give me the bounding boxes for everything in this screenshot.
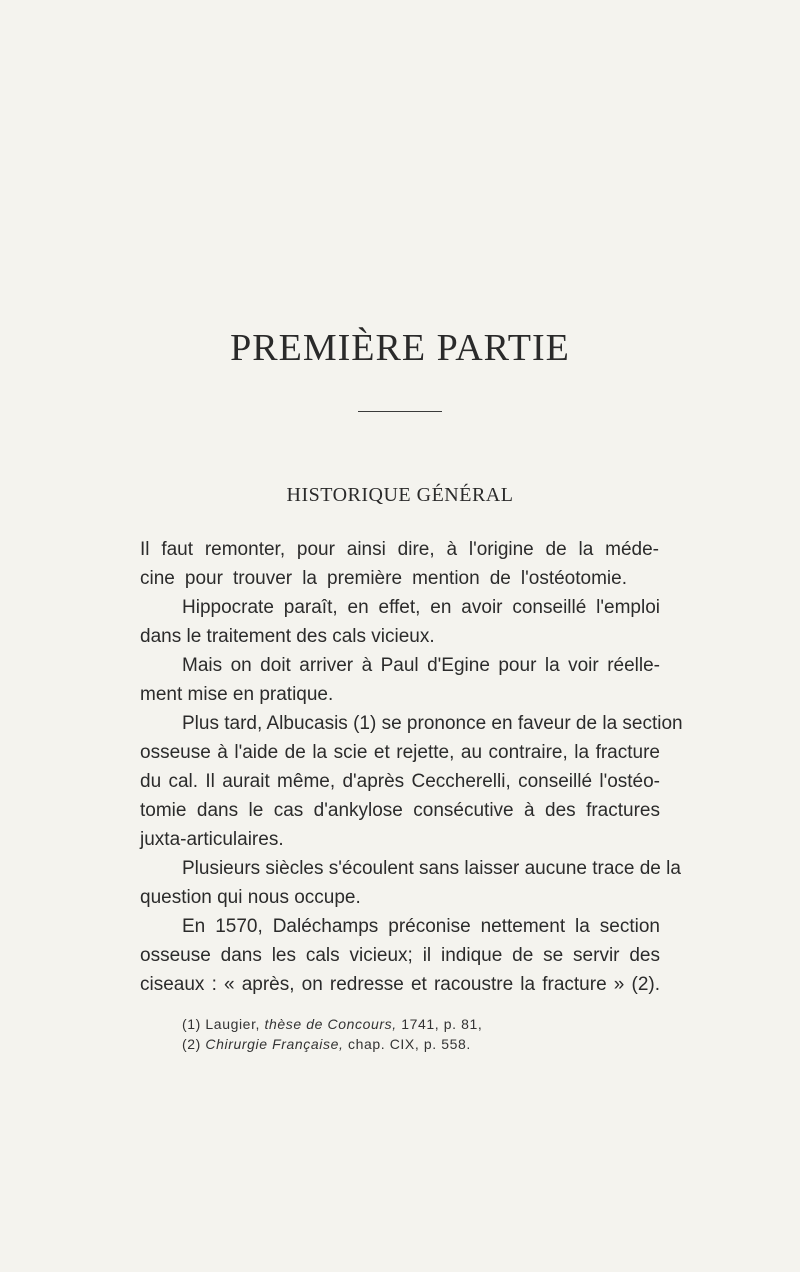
text-line: osseuse à l'aide de la scie et rejette, au contraire, la fracture (140, 742, 660, 763)
text-line: juxta-articulaires. (140, 829, 284, 850)
part-title: PREMIÈRE PARTIE (230, 327, 570, 369)
text-line: dans le traitement des cals vicieux. (140, 626, 435, 647)
footnote-reference: 1741, p. 81, (401, 1016, 483, 1032)
footnote-1 (182, 1014, 482, 1034)
text-line: Il faut remonter, pour ainsi dire, à l'origine de la méde- (140, 539, 659, 560)
text-line: Plus tard, Albucasis (1) se prononce en faveur de la section (182, 713, 683, 734)
text-line: Hippocrate paraît, en effet, en avoir conseillé l'emploi (182, 597, 660, 618)
text-line: osseuse dans les cals vicieux; il indique de se servir des (140, 945, 660, 966)
text-line: ment mise en pratique. (140, 684, 334, 705)
footnote-title: thèse de Concours, (264, 1016, 397, 1032)
footnote-reference: chap. CIX, p. 558. (347, 1036, 471, 1052)
footnote-2 (182, 1034, 471, 1054)
text-line: tomie dans le cas d'ankylose consécutive à des fractures (140, 800, 660, 821)
text-line: En 1570, Daléchamps préconise nettement la section (182, 916, 660, 937)
text-line: ciseaux : « après, on redresse et racoustre la fracture » (2). (140, 974, 660, 995)
title-divider-rule (358, 411, 442, 412)
section-heading: HISTORIQUE GÉNÉRAL (286, 484, 514, 506)
footnote-author: Laugier, (205, 1016, 261, 1032)
text-line: Mais on doit arriver à Paul d'Egine pour la voir réelle- (182, 655, 660, 676)
footnote-title: Chirurgie Française, (205, 1036, 344, 1052)
text-line: du cal. Il aurait même, d'après Ceccherelli, conseillé l'ostéo- (140, 771, 660, 792)
text-line: question qui nous occupe. (140, 887, 361, 908)
text-line: Plusieurs siècles s'écoulent sans laisser aucune trace de la (182, 858, 681, 879)
text-line: cine pour trouver la première mention de l'ostéotomie. (140, 568, 627, 589)
footnote-number: (1) (182, 1016, 201, 1032)
footnote-number: (2) (182, 1036, 201, 1052)
